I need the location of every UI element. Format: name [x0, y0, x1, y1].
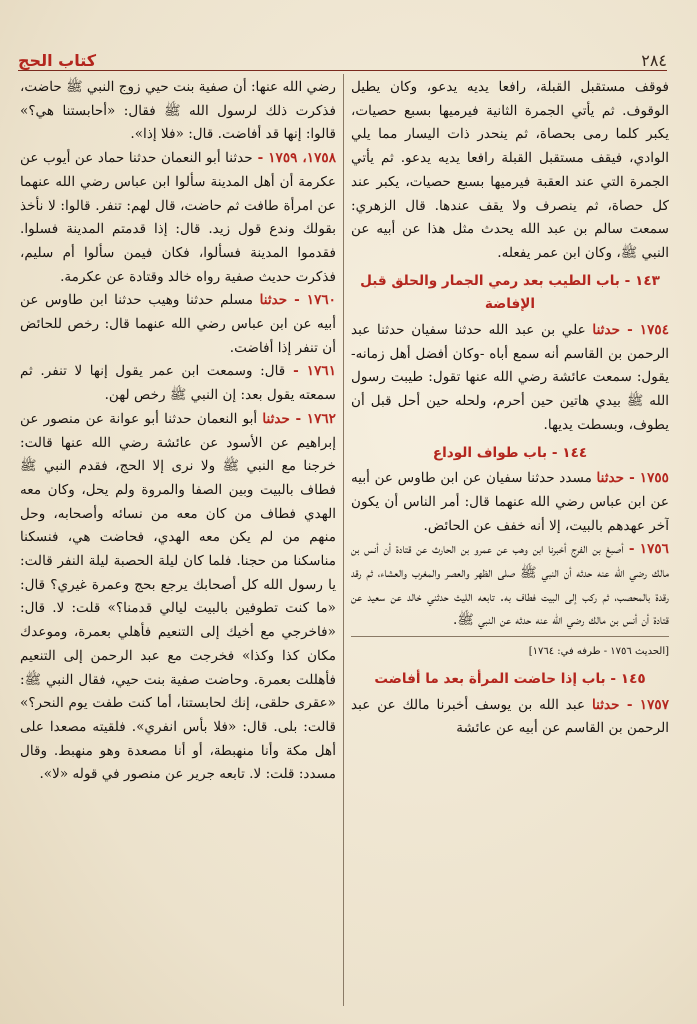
hadith-number: ١٧٥٨، ١٧٥٩ - — [252, 150, 336, 167]
hadith-number: ١٧٥٤ - — [620, 322, 669, 339]
column-divider — [343, 74, 344, 1006]
hadith-continuation: رضي الله عنها: أن صفية بنت حيي زوج النبي ﷺ حاضت، فذكرت ذلك لرسول الله ﷺ فقال: «أحابستنا هي؟» قالوا: إنها قد أفاضت. قال: «فلا إذا». — [20, 79, 336, 143]
hadith-text: أصبغ بن الفرج أخبرنا ابن وهب عن عمرو بن الحارث عن قتادة أن أنس بن مالك رضي الله عنه حدثه أن النبي ﷺ صلى الظهر والعصر والمغرب والعشاء، ثم رقد رقدة بالمحصب، ثم ركب إلى البيت فطاف به. تابعه الليث حدثني خالد عن سعيد عن قتادة أن أنس بن مالك رضي الله عنه حدثه عن النبي ﷺ. — [351, 541, 669, 629]
hadith-1760 — [20, 289, 336, 360]
hadith-text: أبو النعمان حدثنا أبو عوانة عن منصور عن إبراهيم عن الأسود عن عائشة رضي الله عنها قالت: خرجنا مع النبي ﷺ ولا نرى إلا الحج، فقدم النبي ﷺ فطاف بالبيت وبين الصفا والمروة ولم يحل، وكان معه الهدي فطاف من كان معه من نسائه وأصحابه، وحل منهم من لم يكن معه الهدي، فحاضت هي، فنسكنا مناسكنا من حجنا. فلما كان ليلة الحصبة ليلة النفر قالت: يا رسول الله كل أصحابك يرجع بحج وعمرة غيري؟ قال: «ما كنت تطوفين بالبيت ليالي قدمنا؟» قلت: لا. قال: «فاخرجي مع أخيك إلى التنعيم فأهلي بعمرة، وموعدك مكان كذا وكذا» فخرجت مع عبد الرحمن إلى التنعيم فأهللت بعمرة. وحاضت صفية بنت حيي، فقال النبي ﷺ: «عقرى حلقى، إنك لحابستنا، أما كنت طفت يوم النحر؟» قالت: بلى. قال: «فلا بأس انفري». فلقيته مصعدا على أهل مكة وأنا منهبطة، أو أنا مصعدة وهو منهبط. وقال مسدد: قلت: لا. تابعه جرير عن منصور في قوله «لا». — [20, 410, 336, 783]
hadith-lead: حدثنا — [262, 410, 290, 427]
hadith-text: قال: وسمعت ابن عمر يقول إنها لا تنفر. ثم سمعته يقول بعد: إن النبي ﷺ رخص لهن. — [20, 363, 336, 404]
left-column — [20, 76, 336, 1004]
hadith-number: ١٧٥٦ - — [623, 541, 669, 558]
hadith-1761 — [20, 360, 336, 407]
hadith-1758-1759 — [20, 147, 336, 289]
hadith-number: ١٧٦٠ - — [287, 292, 336, 309]
hadith-number: ١٧٦٢ - — [289, 410, 336, 427]
page-header — [18, 44, 667, 71]
hadith-text: حدثنا أبو النعمان حدثنا حماد عن أيوب عن عكرمة أن أهل المدينة سألوا ابن عباس رضي الله عنهما عن امرأة طافت ثم حاضت، قال لهم: تنفر. قالوا: لا نأخذ بقولك وندع قول زيد. قال: إذا قدمتم المدينة فسلوا. فقدموا المدينة فسألوا، فكان فيمن سألوا أم سليم، فذكرت حديث صفية رواه خالد وقتادة عن عكرمة. — [20, 150, 336, 285]
book-title: كتاب الحج — [18, 51, 97, 70]
hadith-lead: حدثنا — [596, 470, 625, 487]
hadith-lead: حدثنا — [259, 292, 288, 309]
reference-rule — [351, 636, 669, 637]
right-column — [351, 76, 669, 1004]
hadith-1755 — [351, 467, 669, 538]
hadith-reference: [الحديث ١٧٥٦ - طرفه في: ١٧٦٤] — [528, 646, 669, 658]
hadith-lead: حدثنا — [592, 322, 620, 339]
chapter-heading-143: ١٤٣ - باب الطيب بعد رمي الجمار والحلق قبل الإفاضة — [360, 272, 660, 313]
hadith-text: مسلم حدثنا وهيب حدثنا ابن طاوس عن أبيه عن ابن عباس رضي الله عنهما قال: رخص للحائض أن تنفر إذا أفاضت. — [20, 292, 336, 356]
hadith-lead: حدثنا — [592, 696, 620, 713]
hadith-1762 — [20, 408, 336, 787]
hadith-1756 — [351, 538, 669, 633]
hadith-1754 — [351, 319, 669, 438]
hadith-1757 — [351, 694, 669, 741]
hadith-number: ١٧٦١ - — [285, 363, 336, 380]
hadith-continuation: فوقف مستقبل القبلة، رافعا يديه يدعو، وكان يطيل الوقوف. ثم يأتي الجمرة الثانية فيرميها بسبع حصيات، يكبر كلما رمى بحصاة، ثم ينحدر ذات اليسار مما يلي الوادي، فيقف مستقبل القبلة رافعا يديه يدعو. ثم يأتي الجمرة التي عند العقبة فيرميها بسبع حصيات، يكبر عند كل حصاة، ثم ينصرف ولا يقف عندها. قال الزهري: سمعت سالم بن عبد الله يحدث مثل هذا عن أبيه عن النبي ﷺ، وكان ابن عمر يفعله. — [351, 79, 669, 261]
chapter-heading-144: ١٤٤ - باب طواف الوداع — [432, 444, 588, 461]
hadith-number: ١٧٥٥ - — [624, 470, 669, 487]
hadith-text: علي بن عبد الله حدثنا سفيان حدثنا عبد الرحمن بن القاسم أنه سمع أباه -وكان أفضل أهل زمانه- يقول: سمعت عائشة رضي الله عنها تقول: طيبت رسول الله ﷺ بيدي هاتين حين أحرم، ولحله حين أحل قبل أن يطوف، وبسطت يديها. — [351, 322, 669, 433]
hadith-number: ١٧٥٧ - — [619, 696, 669, 713]
page-number: ٢٨٤ — [641, 51, 667, 70]
hadith-text: عبد الله بن يوسف أخبرنا مالك عن عبد الرحمن بن القاسم عن أبيه عن عائشة — [351, 696, 669, 737]
chapter-heading-145: ١٤٥ - باب إذا حاضت المرأة بعد ما أفاضت — [374, 670, 646, 687]
hadith-text: مسدد حدثنا سفيان عن ابن طاوس عن أبيه عن ابن عباس رضي الله عنهما قال: أمر الناس أن يكون آخر عهدهم بالبيت، إلا أنه خفف عن الحائض. — [351, 470, 669, 534]
